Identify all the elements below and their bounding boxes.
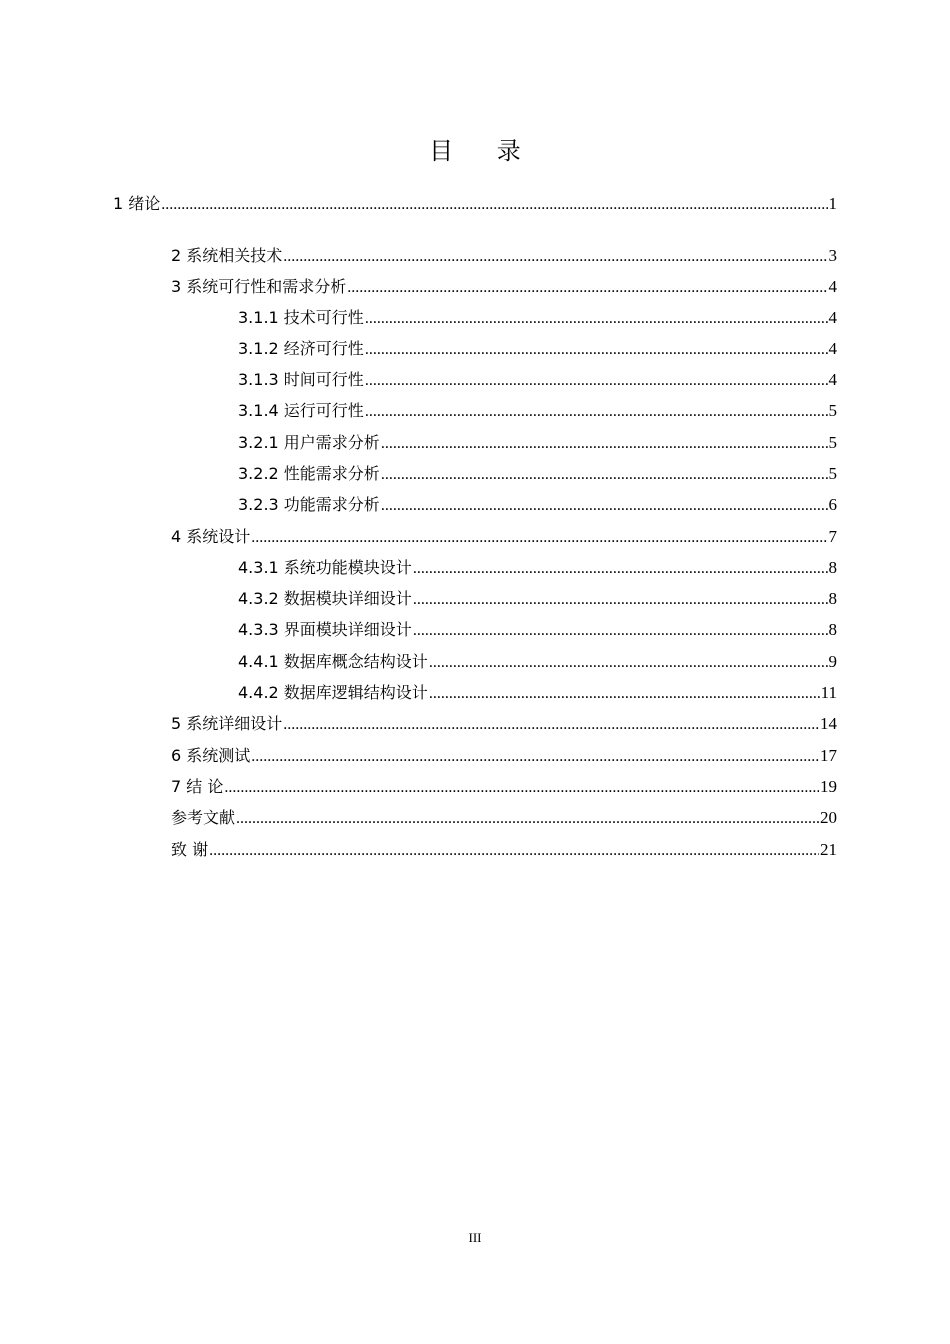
dot-leader bbox=[283, 241, 827, 272]
toc-entry-label: 4.3.1 系统功能模块设计 bbox=[238, 558, 412, 577]
dot-leader bbox=[161, 189, 827, 220]
toc-entry[interactable] bbox=[238, 583, 837, 614]
toc-entry[interactable] bbox=[171, 521, 837, 552]
dot-leader bbox=[381, 459, 828, 490]
toc-entry-page: 3 bbox=[828, 246, 837, 265]
dot-leader bbox=[347, 272, 827, 303]
toc-entry-label: 5 系统详细设计 bbox=[171, 714, 283, 733]
toc-entry-label: 参考文献 bbox=[171, 808, 236, 827]
dot-leader bbox=[251, 522, 827, 553]
dot-leader bbox=[365, 303, 828, 334]
toc-entry-page: 5 bbox=[828, 433, 837, 452]
toc-entry[interactable] bbox=[238, 646, 837, 677]
toc-entry-page: 9 bbox=[828, 652, 837, 671]
toc-entry[interactable] bbox=[238, 427, 837, 458]
toc-entry[interactable] bbox=[238, 395, 837, 426]
dot-leader bbox=[224, 772, 819, 803]
dot-leader bbox=[365, 334, 828, 365]
toc-entry[interactable] bbox=[171, 740, 837, 771]
dot-leader bbox=[381, 428, 828, 459]
toc-entry-label: 6 系统测试 bbox=[171, 746, 251, 765]
toc-entry-page: 4 bbox=[828, 277, 837, 296]
toc-entry-page: 6 bbox=[828, 495, 837, 514]
dot-leader bbox=[429, 647, 828, 678]
toc-entry-label: 致 谢 bbox=[171, 840, 209, 859]
toc-entry-label: 3 系统可行性和需求分析 bbox=[171, 277, 347, 296]
dot-leader bbox=[365, 396, 828, 427]
toc-entry-label: 4 系统设计 bbox=[171, 527, 251, 546]
toc-entry-page: 8 bbox=[828, 589, 837, 608]
toc-entry-page: 20 bbox=[820, 808, 837, 827]
toc-entry-page: 8 bbox=[828, 620, 837, 639]
dot-leader bbox=[413, 584, 828, 615]
toc-entry-page: 7 bbox=[828, 527, 837, 546]
toc-entry-page: 17 bbox=[820, 746, 837, 765]
toc-entry-label: 3.1.1 技术可行性 bbox=[238, 308, 364, 327]
toc-entry-label: 4.3.2 数据模块详细设计 bbox=[238, 589, 412, 608]
toc-entry-label: 3.1.2 经济可行性 bbox=[238, 339, 364, 358]
toc-entry-label: 4.4.1 数据库概念结构设计 bbox=[238, 652, 428, 671]
toc-entry-page: 14 bbox=[820, 714, 837, 733]
dot-leader bbox=[283, 709, 819, 740]
dot-leader bbox=[251, 741, 819, 772]
toc-entry[interactable] bbox=[238, 677, 837, 708]
toc-entry-label: 2 系统相关技术 bbox=[171, 246, 283, 265]
toc-entry-label: 3.2.2 性能需求分析 bbox=[238, 464, 380, 483]
dot-leader bbox=[429, 678, 820, 709]
toc-entry[interactable] bbox=[238, 333, 837, 364]
toc-entry[interactable] bbox=[238, 552, 837, 583]
toc-entry[interactable] bbox=[238, 364, 837, 395]
toc-entry-page: 4 bbox=[828, 339, 837, 358]
toc-entry[interactable] bbox=[171, 834, 837, 865]
toc-entry-label: 1 绪论 bbox=[113, 194, 161, 213]
dot-leader bbox=[236, 803, 819, 834]
dot-leader bbox=[381, 490, 828, 521]
toc-entry-page: 21 bbox=[820, 840, 837, 859]
toc-entry[interactable] bbox=[171, 240, 837, 271]
toc-entry[interactable] bbox=[238, 489, 837, 520]
toc-entry-label: 3.2.1 用户需求分析 bbox=[238, 433, 380, 452]
toc-entry-page: 4 bbox=[828, 370, 837, 389]
toc-entry-label: 7 结 论 bbox=[171, 777, 224, 796]
dot-leader bbox=[413, 615, 828, 646]
toc-entry-label: 4.4.2 数据库逻辑结构设计 bbox=[238, 683, 428, 702]
dot-leader bbox=[413, 553, 828, 584]
toc-entry-page: 1 bbox=[828, 194, 837, 213]
toc-entry-page: 8 bbox=[828, 558, 837, 577]
toc-entry-page: 11 bbox=[820, 683, 837, 702]
toc-entry[interactable] bbox=[171, 771, 837, 802]
toc-entry[interactable] bbox=[171, 271, 837, 302]
toc-entry[interactable] bbox=[171, 708, 837, 739]
toc-entry-page: 19 bbox=[820, 777, 837, 796]
toc-entry-label: 3.1.4 运行可行性 bbox=[238, 401, 364, 420]
toc-entry[interactable] bbox=[113, 188, 837, 219]
page-number: III bbox=[468, 1230, 482, 1245]
toc-entry[interactable] bbox=[238, 458, 837, 489]
toc-entry[interactable] bbox=[238, 614, 837, 645]
toc-entry-page: 5 bbox=[828, 464, 837, 483]
toc-entry[interactable] bbox=[171, 802, 837, 833]
dot-leader bbox=[365, 365, 828, 396]
toc-entry-label: 4.3.3 界面模块详细设计 bbox=[238, 620, 412, 639]
toc-entry[interactable] bbox=[238, 302, 837, 333]
toc-entry-page: 4 bbox=[828, 308, 837, 327]
toc-title: 目 录 bbox=[429, 137, 539, 165]
toc-entry-page: 5 bbox=[828, 401, 837, 420]
toc-entry-label: 3.2.3 功能需求分析 bbox=[238, 495, 380, 514]
toc-entry-label: 3.1.3 时间可行性 bbox=[238, 370, 364, 389]
dot-leader bbox=[209, 835, 819, 866]
